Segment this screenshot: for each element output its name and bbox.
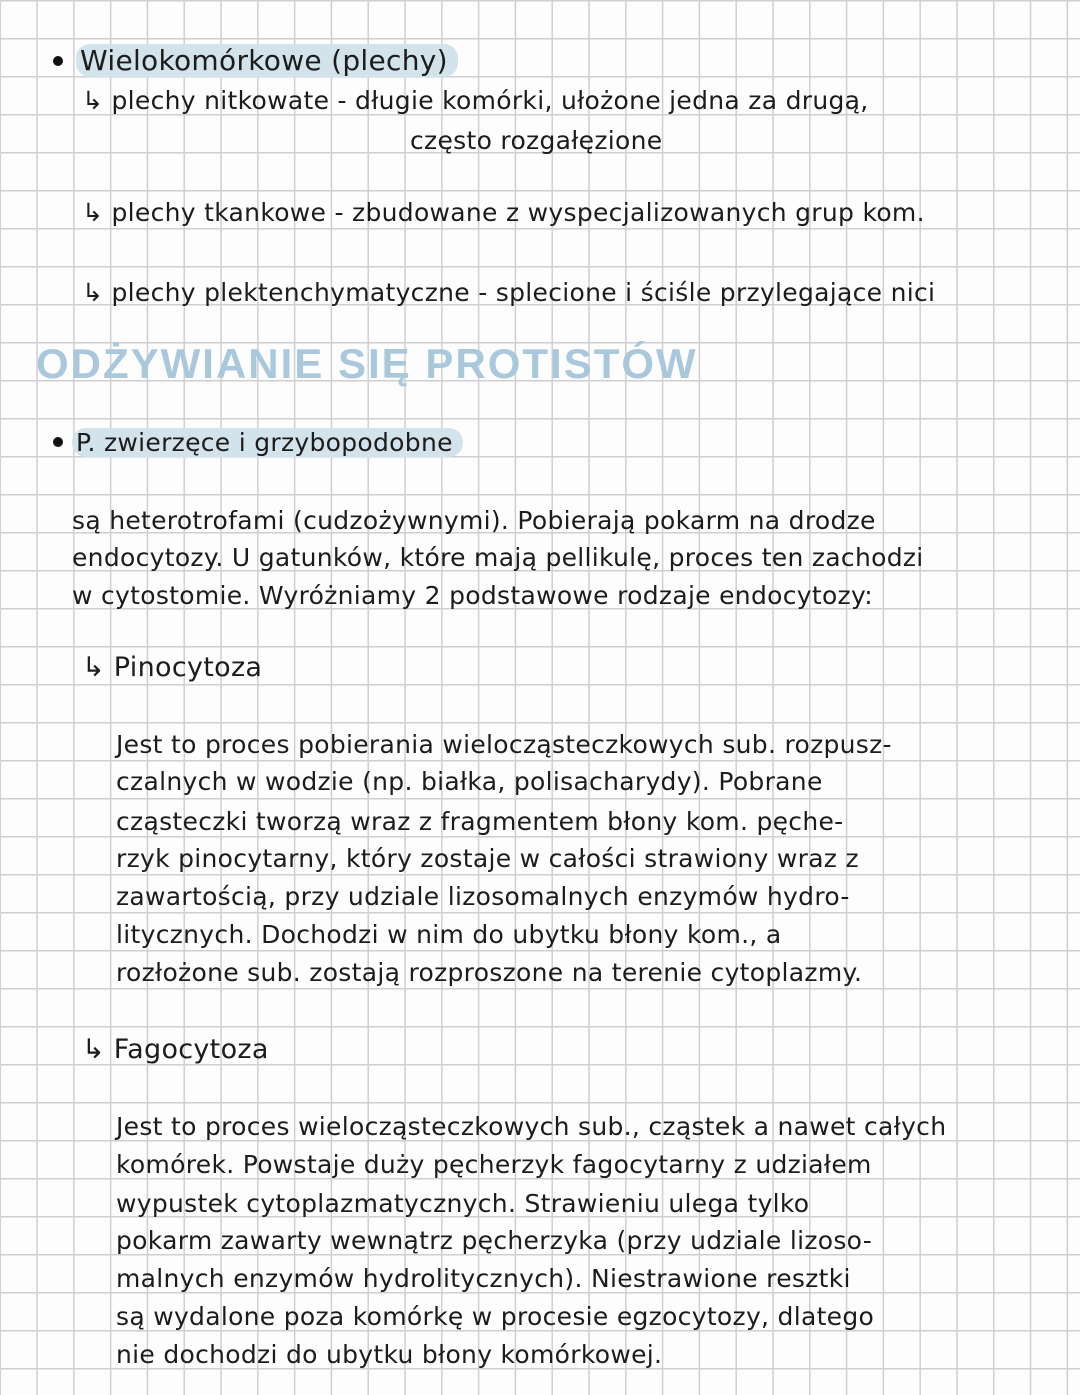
paragraph-line: pokarm zawarty wewnątrz pęcherzyka (przy udziale lizoso-	[116, 1226, 873, 1255]
section-title: P. zwierzęce i grzybopodobne	[72, 428, 463, 458]
paragraph-line: w cytostomie. Wyróżniamy 2 podstawowe rodzaje endocytozy:	[72, 581, 873, 610]
paragraph-line: komórek. Powstaje duży pęcherzyk fagocytarny z udziałem	[116, 1150, 872, 1179]
paragraph-line: Jest to proces pobierania wielocząsteczkowych sub. rozpusz-	[116, 730, 892, 759]
paragraph-line: są heterotrofami (cudzożywnymi). Pobierają pokarm na drodze	[72, 506, 876, 535]
list-item: ↳ plechy nitkowate - długie komórki, ułożone jedna za drugą,	[82, 86, 869, 115]
paragraph-line: są wydalone poza komórkę w procesie egzocytozy, dlatego	[116, 1302, 875, 1331]
paragraph-line: rzyk pinocytarny, który zostaje w całości strawiony wraz z	[116, 844, 859, 873]
section-heading: ODŻYWIANIE SIĘ PROTISTÓW	[36, 340, 698, 387]
paragraph-line: nie dochodzi do ubytku błony komórkowej.	[116, 1340, 663, 1369]
paragraph-line: rozłożone sub. zostają rozproszone na terenie cytoplazmy.	[116, 958, 863, 987]
subheading-fagocytoza: ↳ Fagocytoza	[82, 1034, 269, 1065]
paragraph-line: Jest to proces wielocząsteczkowych sub., cząstek a nawet całych	[116, 1112, 947, 1141]
subheading-pinocytoza: ↳ Pinocytoza	[82, 652, 263, 683]
bullet	[53, 437, 63, 447]
list-item: ↳ plechy tkankowe - zbudowane z wyspecjalizowanych grup kom.	[82, 198, 925, 227]
paragraph-line: litycznych. Dochodzi w nim do ubytku błony kom., a	[116, 920, 782, 949]
section-title: Wielokomórkowe (plechy)	[76, 46, 458, 76]
bullet	[53, 56, 63, 66]
list-item-cont: często rozgałęzione	[410, 126, 663, 155]
paragraph-line: czalnych w wodzie (np. białka, polisacharydy). Pobrane	[116, 767, 823, 796]
paragraph-line: wypustek cytoplazmatycznych. Strawieniu ulega tylko	[116, 1189, 810, 1218]
list-item: ↳ plechy plektenchymatyczne - splecione i ściśle przylegające nici	[82, 278, 936, 307]
paragraph-line: cząsteczki tworzą wraz z fragmentem błony kom. pęche-	[116, 807, 844, 836]
paragraph-line: malnych enzymów hydrolitycznych). Niestrawione resztki	[116, 1264, 851, 1293]
paragraph-line: zawartością, przy udziale lizosomalnych enzymów hydro-	[116, 882, 850, 911]
paragraph-line: endocytozy. U gatunków, które mają pellikulę, proces ten zachodzi	[72, 543, 924, 572]
